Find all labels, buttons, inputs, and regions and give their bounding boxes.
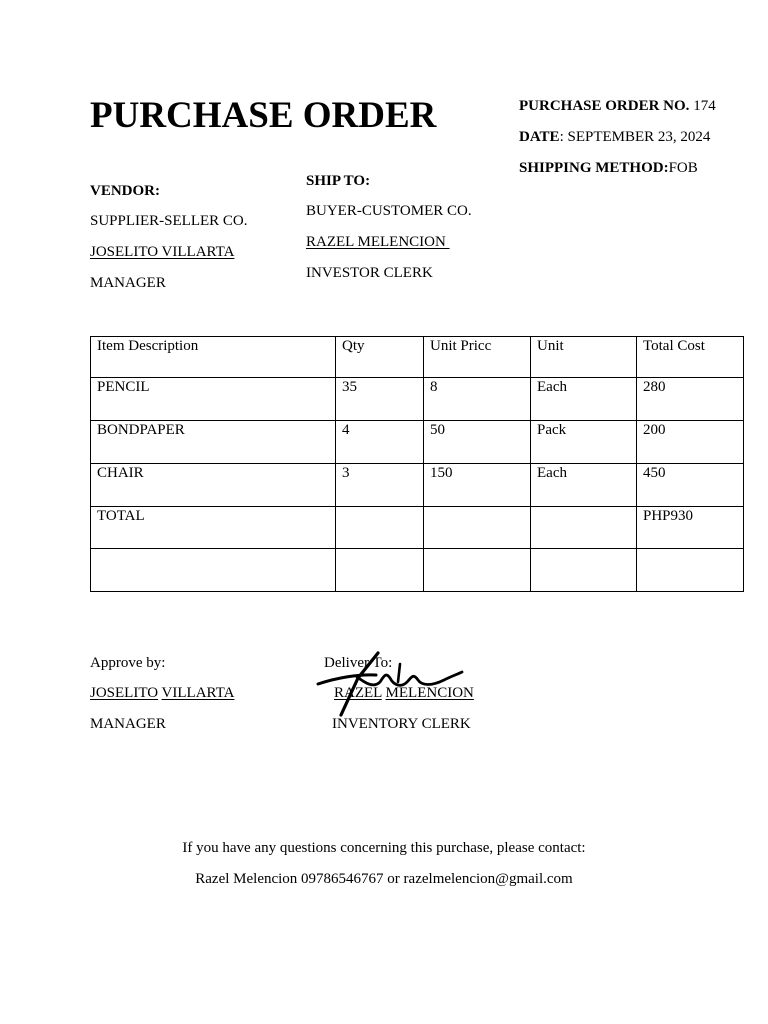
vendor-position: MANAGER	[90, 275, 166, 291]
cell-unit-price: 8	[424, 378, 531, 421]
po-date	[519, 129, 710, 146]
items-table	[90, 336, 744, 592]
deliver-to-position: INVENTORY CLERK	[332, 716, 471, 732]
table-row	[91, 464, 744, 507]
cell-empty	[637, 549, 744, 592]
approver-last-name: VILLARTA	[161, 685, 235, 701]
cell-unit	[531, 507, 637, 549]
document-title: PURCHASE ORDER	[90, 95, 437, 136]
ship-to-position: INVESTOR CLERK	[306, 265, 433, 281]
ship-to-label: SHIP TO:	[306, 173, 371, 189]
deliver-to-label: Deliver To:	[324, 655, 393, 671]
shipping-value: FOB	[668, 160, 698, 176]
approver-position: MANAGER	[90, 716, 166, 732]
header-item-description: Item Description	[91, 337, 336, 378]
deliver-last-name: MELENCION	[385, 685, 474, 701]
header-unit: Unit	[531, 337, 637, 378]
table-total-row	[91, 507, 744, 549]
cell-qty: 3	[336, 464, 424, 507]
vendor-label: VENDOR:	[90, 183, 160, 199]
cell-total-label: TOTAL	[91, 507, 336, 549]
deliver-first-name: RAZEL	[334, 685, 382, 701]
cell-empty	[91, 549, 336, 592]
cell-empty	[336, 549, 424, 592]
footer-contact-details: Razel Melencion 09786546767 or razelmelencion@gmail.com	[195, 871, 573, 887]
approver-first-name: JOSELITO	[90, 685, 159, 701]
cell-unit-price: 150	[424, 464, 531, 507]
cell-unit: Each	[531, 378, 637, 421]
cell-qty	[336, 507, 424, 549]
cell-qty: 35	[336, 378, 424, 421]
header-unit-price: Unit Pricc	[424, 337, 531, 378]
table-row	[91, 378, 744, 421]
cell-total-cost: 450	[637, 464, 744, 507]
vendor-company: SUPPLIER-SELLER CO.	[90, 213, 248, 229]
table-row	[91, 421, 744, 464]
cell-description: PENCIL	[91, 378, 336, 421]
cell-unit: Pack	[531, 421, 637, 464]
approve-by-label: Approve by:	[90, 655, 166, 671]
po-number-label: PURCHASE ORDER NO.	[519, 98, 690, 114]
header-qty: Qty	[336, 337, 424, 378]
cell-qty: 4	[336, 421, 424, 464]
table-header-row	[91, 337, 744, 378]
cell-description: CHAIR	[91, 464, 336, 507]
cell-unit-price: 50	[424, 421, 531, 464]
shipping-method	[519, 160, 698, 177]
approver-name	[90, 685, 234, 702]
cell-total-cost: 200	[637, 421, 744, 464]
ship-to-company: BUYER-CUSTOMER CO.	[306, 203, 472, 219]
date-label: DATE	[519, 129, 560, 145]
shipping-label: SHIPPING METHOD:	[519, 160, 669, 176]
cell-total-cost: 280	[637, 378, 744, 421]
cell-unit-price	[424, 507, 531, 549]
vendor-contact: JOSELITO VILLARTA	[90, 244, 235, 260]
cell-grand-total: PHP930	[637, 507, 744, 549]
po-number-value: 174	[689, 98, 716, 114]
header-total-cost: Total Cost	[637, 337, 744, 378]
table-empty-row	[91, 549, 744, 592]
cell-description: BONDPAPER	[91, 421, 336, 464]
cell-unit: Each	[531, 464, 637, 507]
date-value: : SEPTEMBER 23, 2024	[559, 129, 711, 145]
cell-empty	[531, 549, 637, 592]
footer-contact-line: If you have any questions concerning this purchase, please contact:	[182, 840, 586, 856]
signature	[314, 648, 466, 720]
cell-empty	[424, 549, 531, 592]
po-number	[519, 98, 716, 115]
ship-to-contact: RAZEL MELENCION	[306, 234, 450, 250]
